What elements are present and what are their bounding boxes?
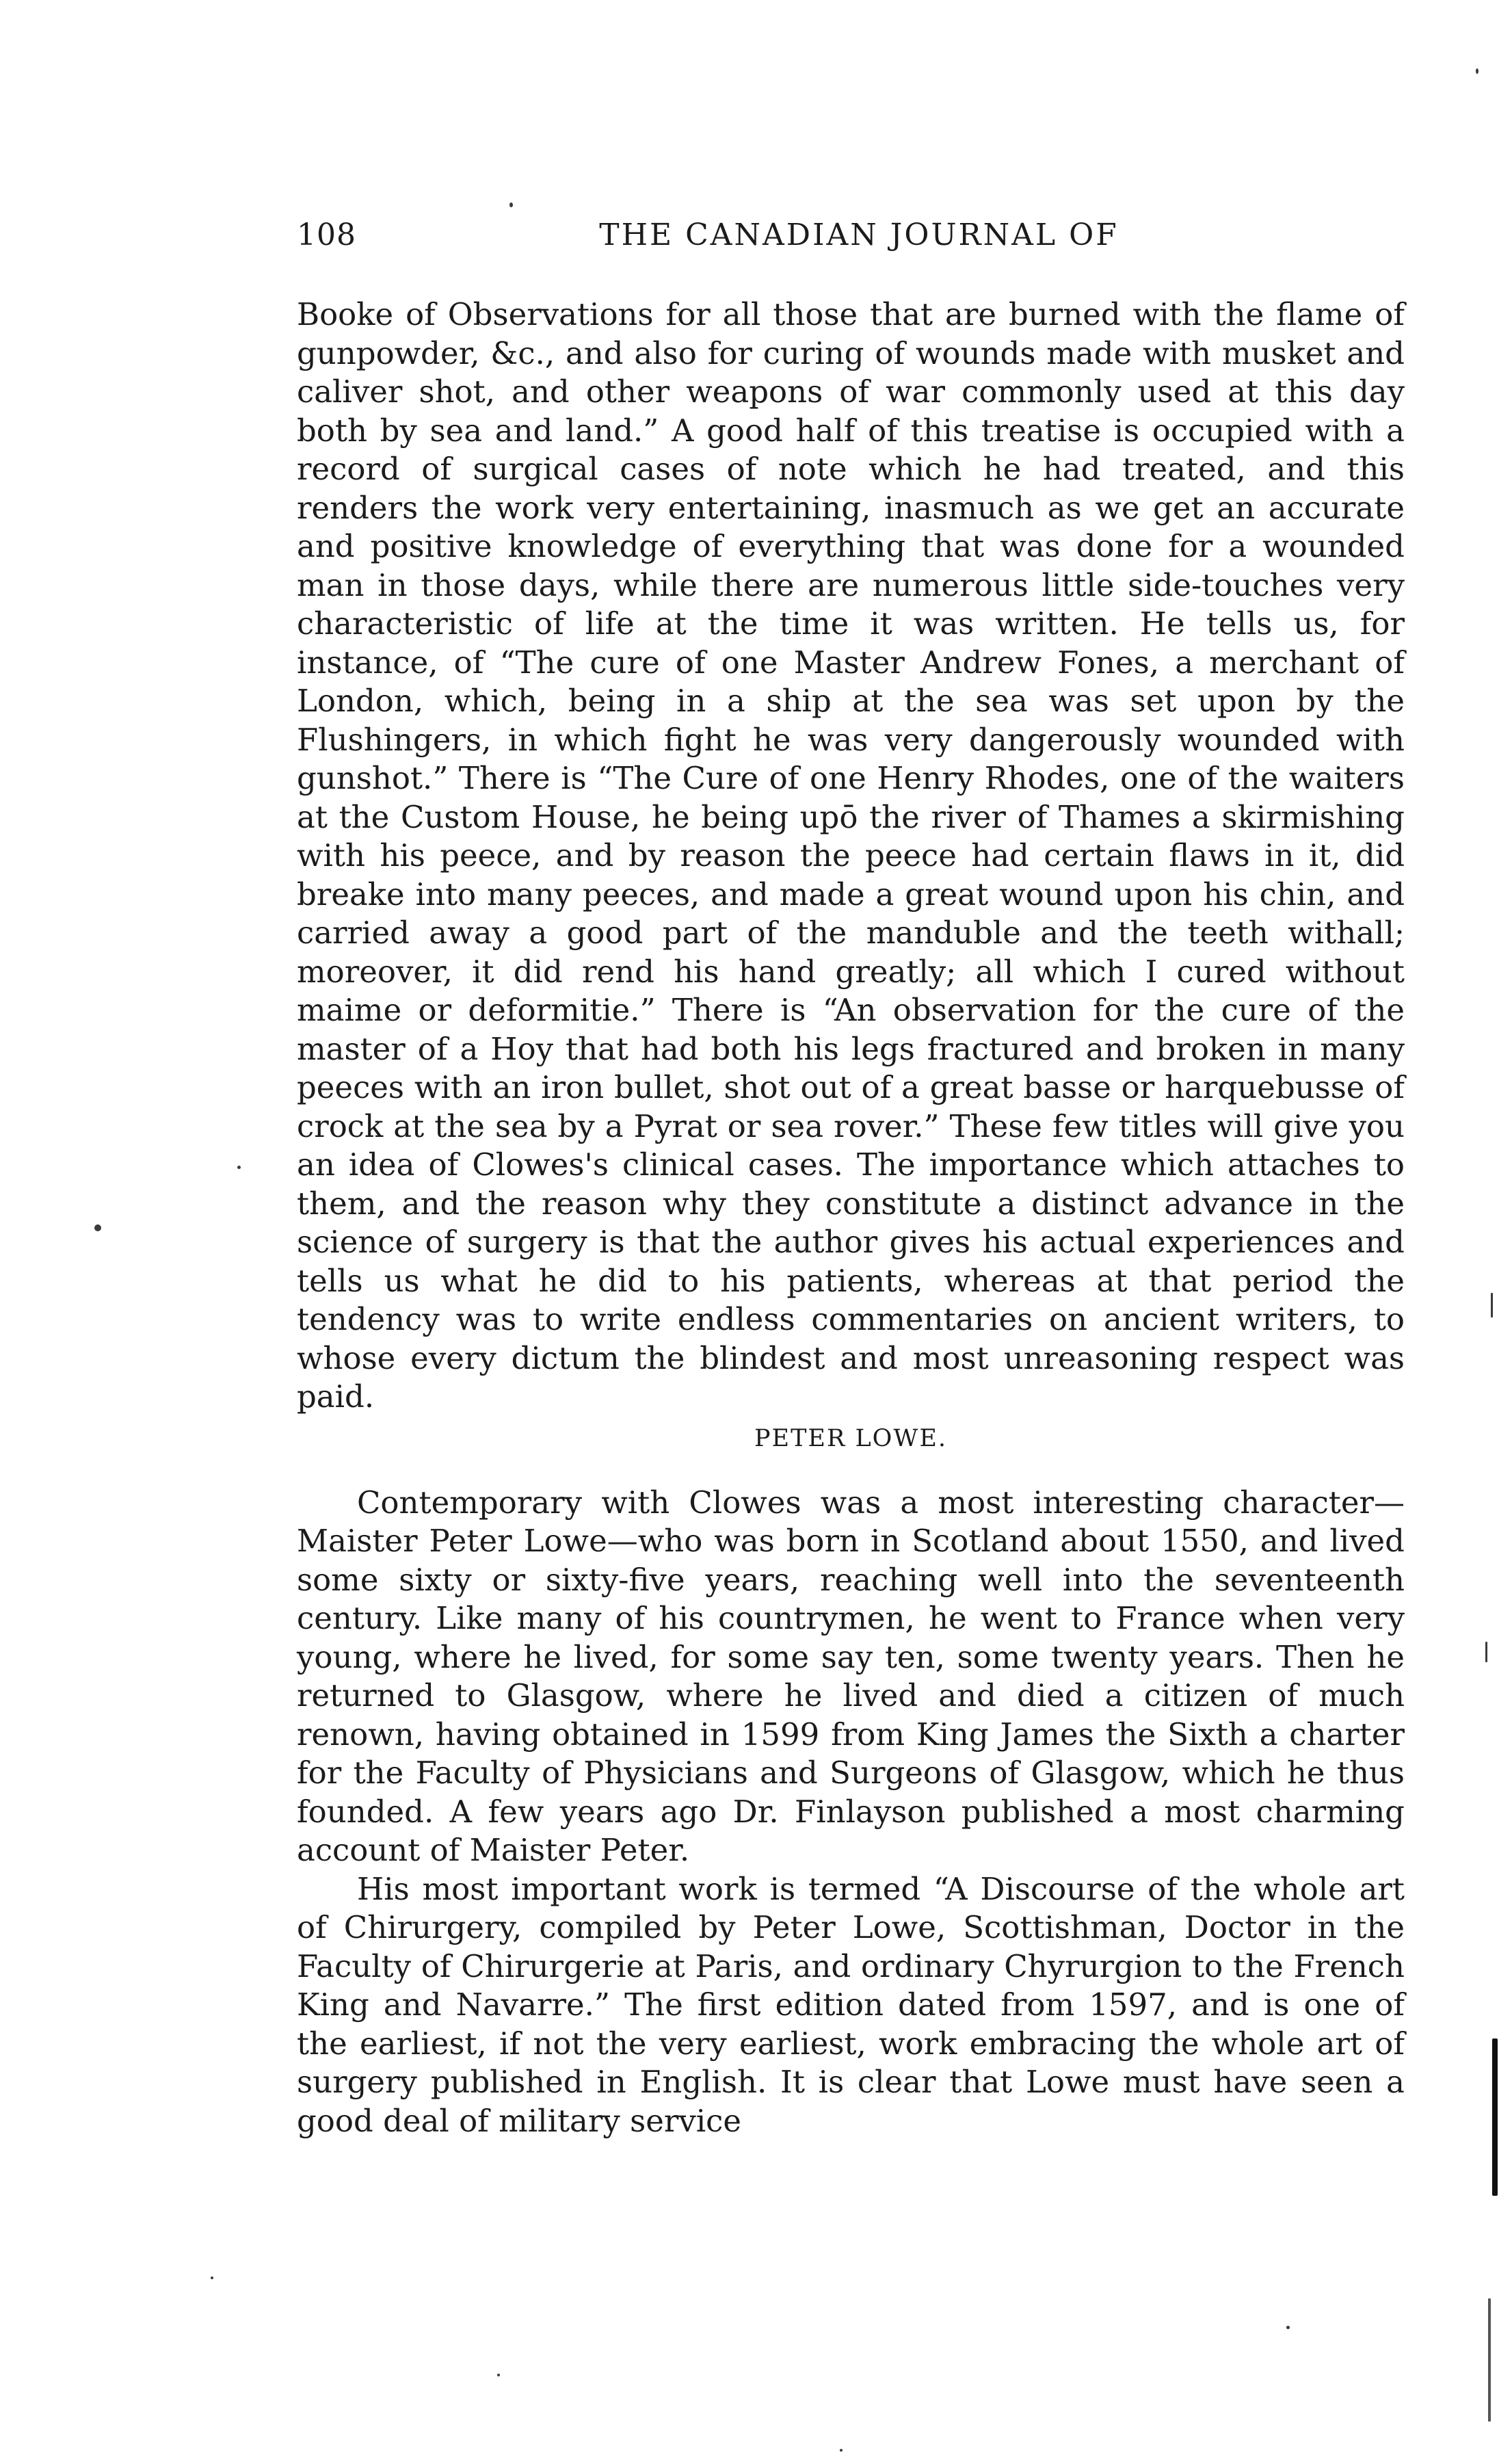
scan-speck [1492,2038,1498,2196]
scan-speck [497,2374,500,2376]
section-heading: PETER LOWE. [754,1424,948,1452]
scan-speck [1485,1642,1487,1662]
scan-speck [1476,68,1478,74]
scan-speck [1286,2326,1290,2329]
paragraph-peter-lowe-intro: Contemporary with Clowes was a most interesting character—Maister Peter Lowe—who was born in Scotland about 1550, and lived some sixty or sixty-five years, reaching well into the seventeenth century. Like many of his countrymen, he went to France when very young, where he lived, for some say ten, some twenty years. Then he returned to Glasgow, where he lived and died a citizen of much renown, having obtained in 1599 from King James the Sixth a charter for the Faculty of Physicians and Surgeons of Glasgow, which he thus founded. A few years ago Dr. Finlayson published a most charming account of Maister Peter. [297,1484,1405,1868]
scan-speck [237,1166,241,1169]
article-body [297,296,1405,2140]
scan-speck [840,2449,843,2452]
paragraph-clowes-observations: Booke of Observations for all those that are burned with the flame of gunpowder, &c., and also for curing of wounds made with musket and caliver shot, and other weapons of war commonly used at this day both by sea and land.” A good half of this treatise is occupied with a record of surgical cases of note which he had treated, and this renders the work very entertaining, inasmuch as we get an accurate and positive knowledge of everything that was done for a wounded man in those days, while there are numerous little side-touches very characteristic of life at the time it was written. He tells us, for instance, of “The cure of one Master Andrew Fones, a merchant of London, which, being in a ship at the sea was set upon by the Flushingers, in which fight he was very dangerously wounded with gunshot.” There is “The Cure of one Henry Rhodes, one of the waiters at the Custom House, he being upō the river of Thames a skirmishing with his peece, and by reason the peece had certain flaws in it, did breake into many peeces, and made a great wound upon his chin, and carried away a good part of the manduble and the teeth withall; moreover, it did rend his hand greatly; all which I cured without maime or deformitie.” There is “An observation for the cure of the master of a Hoy that had both his legs fractured and broken in many peeces with an iron bullet, shot out of a great basse or harquebusse of crock at the sea by a Pyrat or sea rover.” These few titles will give you an idea of Clowes's clinical cases. The importance which attaches to them, and the reason why they constitute a distinct advance in the science of surgery is that the author gives his actual experiences and tells us what he did to his patients, whereas at that period the tendency was to write endless commentaries on ancient writers, to whose every dictum the blindest and most unreasoning respect was paid. [297,296,1405,1415]
page-header [297,218,1405,259]
running-title: THE CANADIAN JOURNAL OF [599,218,1119,252]
scan-speck [1491,1293,1493,1317]
scan-speck [1488,2298,1491,2422]
scan-speck [509,202,513,207]
scan-speck [211,2277,213,2279]
page-number: 108 [297,218,356,252]
paragraph-lowe-discourse: His most important work is termed “A Discourse of the whole art of Chirurgery, compiled by Peter Lowe, Scottishman, Doctor in the Faculty of Chirurgerie at Paris, and ordinary Chyrurgion to the French King and Navarre.” The first edition dated from 1597, and is one of the earliest, if not the very earliest, work embracing the whole art of surgery published in English. It is clear that Lowe must have seen a good deal of military service [297,1870,1405,2139]
scan-speck [94,1224,101,1231]
